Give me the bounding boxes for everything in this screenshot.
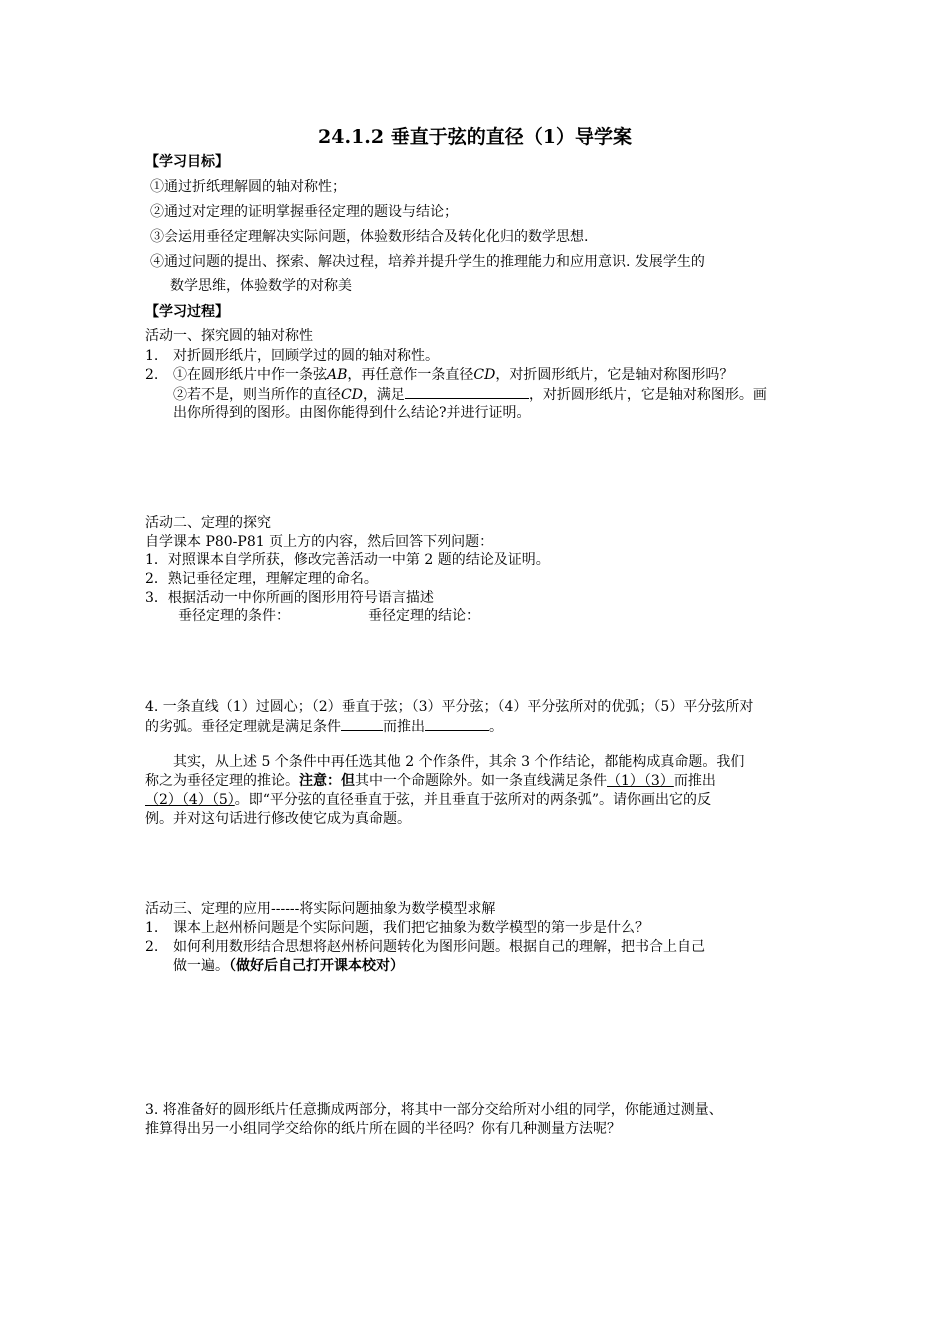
item-text: ①在圆形纸片中作一条弦 (173, 367, 327, 383)
activity2-heading: 活动二、定理的探究 (145, 515, 271, 531)
corollary-text: 而推出 (673, 773, 716, 789)
answer-blank[interactable] (405, 384, 529, 399)
goal-item: ③会运用垂径定理解决实际问题，体验数形结合及转化化归的数学思想. (150, 229, 589, 245)
activity2-intro: 自学课本 P80-P81 页上方的内容，然后回答下列问题： (145, 534, 494, 550)
corollary-line3 (145, 790, 815, 810)
item-number: 1. (145, 920, 159, 936)
item-text: 如何利用数形结合思想将赵州桥问题转化为图形问题。根据自己的理解，把书合上自己 (173, 939, 705, 955)
corollary-text: 称之为垂径定理的推论。 (145, 773, 299, 789)
answer-blank[interactable] (341, 716, 383, 731)
item-text: 做一遍。 (173, 958, 229, 974)
q4-text: 而推出 (383, 719, 425, 735)
activity3-item2-line2 (145, 956, 843, 976)
goal-item: ②通过对定理的证明掌握垂径定理的题设与结论； (150, 204, 458, 220)
activity3-heading: 活动三、定理的应用------将实际问题抽象为数学模型求解 (145, 901, 496, 917)
item-number: 1. (145, 348, 159, 364)
corollary-line4: 例。并对这句话进行修改使它成为真命题。 (145, 811, 411, 827)
note-label: 注意：但 (299, 773, 355, 789)
corollary-line2 (145, 771, 815, 791)
q3-line1: 3. 将准备好的圆形纸片任意撕成两部分，将其中一部分交给所对小组的同学，你能通过测量、 (145, 1102, 723, 1118)
q4-text: 的劣弧。垂径定理就是满足条件 (145, 719, 341, 735)
item-text: 对折圆形纸片，回顾学过的圆的轴对称性。 (173, 348, 439, 364)
answer-blank[interactable] (425, 716, 489, 731)
corollary-line1: 其实，从上述 5 个条件中再任选其他 2 个作条件，其余 3 个作结论，都能构成真命题。我们 (173, 754, 745, 770)
page-title: 24.1.2 垂直于弦的直径（1）导学案 (318, 126, 632, 148)
condition-label: 垂径定理的条件： (178, 608, 290, 624)
activity3-item2 (145, 937, 815, 957)
item-number: 2. (145, 939, 159, 955)
process-heading: 【学习过程】 (145, 304, 229, 320)
underlined-conclusion: （2）（4）（5） (145, 792, 235, 808)
q3-line2: 推算得出另一小组同学交给你的纸片所在圆的半径吗？你有几种测量方法呢？ (145, 1121, 621, 1137)
goal-item: 数学思维，体验数学的对称美 (170, 278, 352, 294)
activity2-item3: 3．根据活动一中你所画的图形用符号语言描述 (145, 590, 434, 606)
activity1-item2 (145, 365, 815, 385)
q4-text: 。 (489, 719, 503, 735)
activity3-item1 (145, 918, 815, 938)
activity1-item1 (145, 346, 815, 366)
diameter-label: CD (473, 367, 496, 383)
goal-item: ①通过折纸理解圆的轴对称性； (150, 179, 346, 195)
bold-instruction: （做好后自己打开课本校对） (229, 958, 404, 974)
item-text: ②若不是，则当所作的直径 (173, 387, 341, 403)
activity1-heading: 活动一、探究圆的轴对称性 (145, 328, 313, 344)
diameter-label: CD (341, 387, 363, 403)
activity1-item2-line3: 出你所得到的图形。由图你能得到什么结论?并进行证明。 (173, 405, 531, 421)
q4-line1: 4. 一条直线（1）过圆心；（2）垂直于弦；（3）平分弦；（4）平分弦所对的优弧；（5）平分弦所对 (145, 699, 754, 715)
corollary-text: 其中一个命题除外。如一条直线满足条件 (355, 773, 607, 789)
goals-heading: 【学习目标】 (145, 154, 229, 170)
activity1-item2-line2 (145, 384, 843, 405)
item-text: ，对折圆形纸片，它是轴对称图形吗？ (495, 367, 734, 383)
item-number: 2. (145, 367, 159, 383)
item-text: ，满足 (362, 387, 405, 403)
activity2-item1: 1．对照课本自学所获，修改完善活动一中第 2 题的结论及证明。 (145, 552, 550, 568)
item-text: ，对折圆形纸片，它是轴对称图形。画 (528, 387, 767, 403)
theorem-condition-conclusion (178, 606, 848, 626)
activity2-item2: 2．熟记垂径定理，理解定理的命名。 (145, 571, 378, 587)
item-text: ，再任意作一条直径 (347, 367, 474, 383)
corollary-text: 。即“平分弦的直径垂直于弦，并且垂直于弦所对的两条弧”。请你画出它的反 (234, 792, 712, 808)
underlined-condition: （1）（3） (607, 773, 674, 789)
goal-item: ④通过问题的提出、探索、解决过程，培养并提升学生的推理能力和应用意识. 发展学生的 (150, 254, 705, 270)
item-text: 课本上赵州桥问题是个实际问题，我们把它抽象为数学模型的第一步是什么？ (173, 920, 649, 936)
chord-label: AB (327, 367, 348, 383)
q4-line2 (145, 716, 815, 737)
conclusion-label: 垂径定理的结论： (368, 608, 480, 624)
